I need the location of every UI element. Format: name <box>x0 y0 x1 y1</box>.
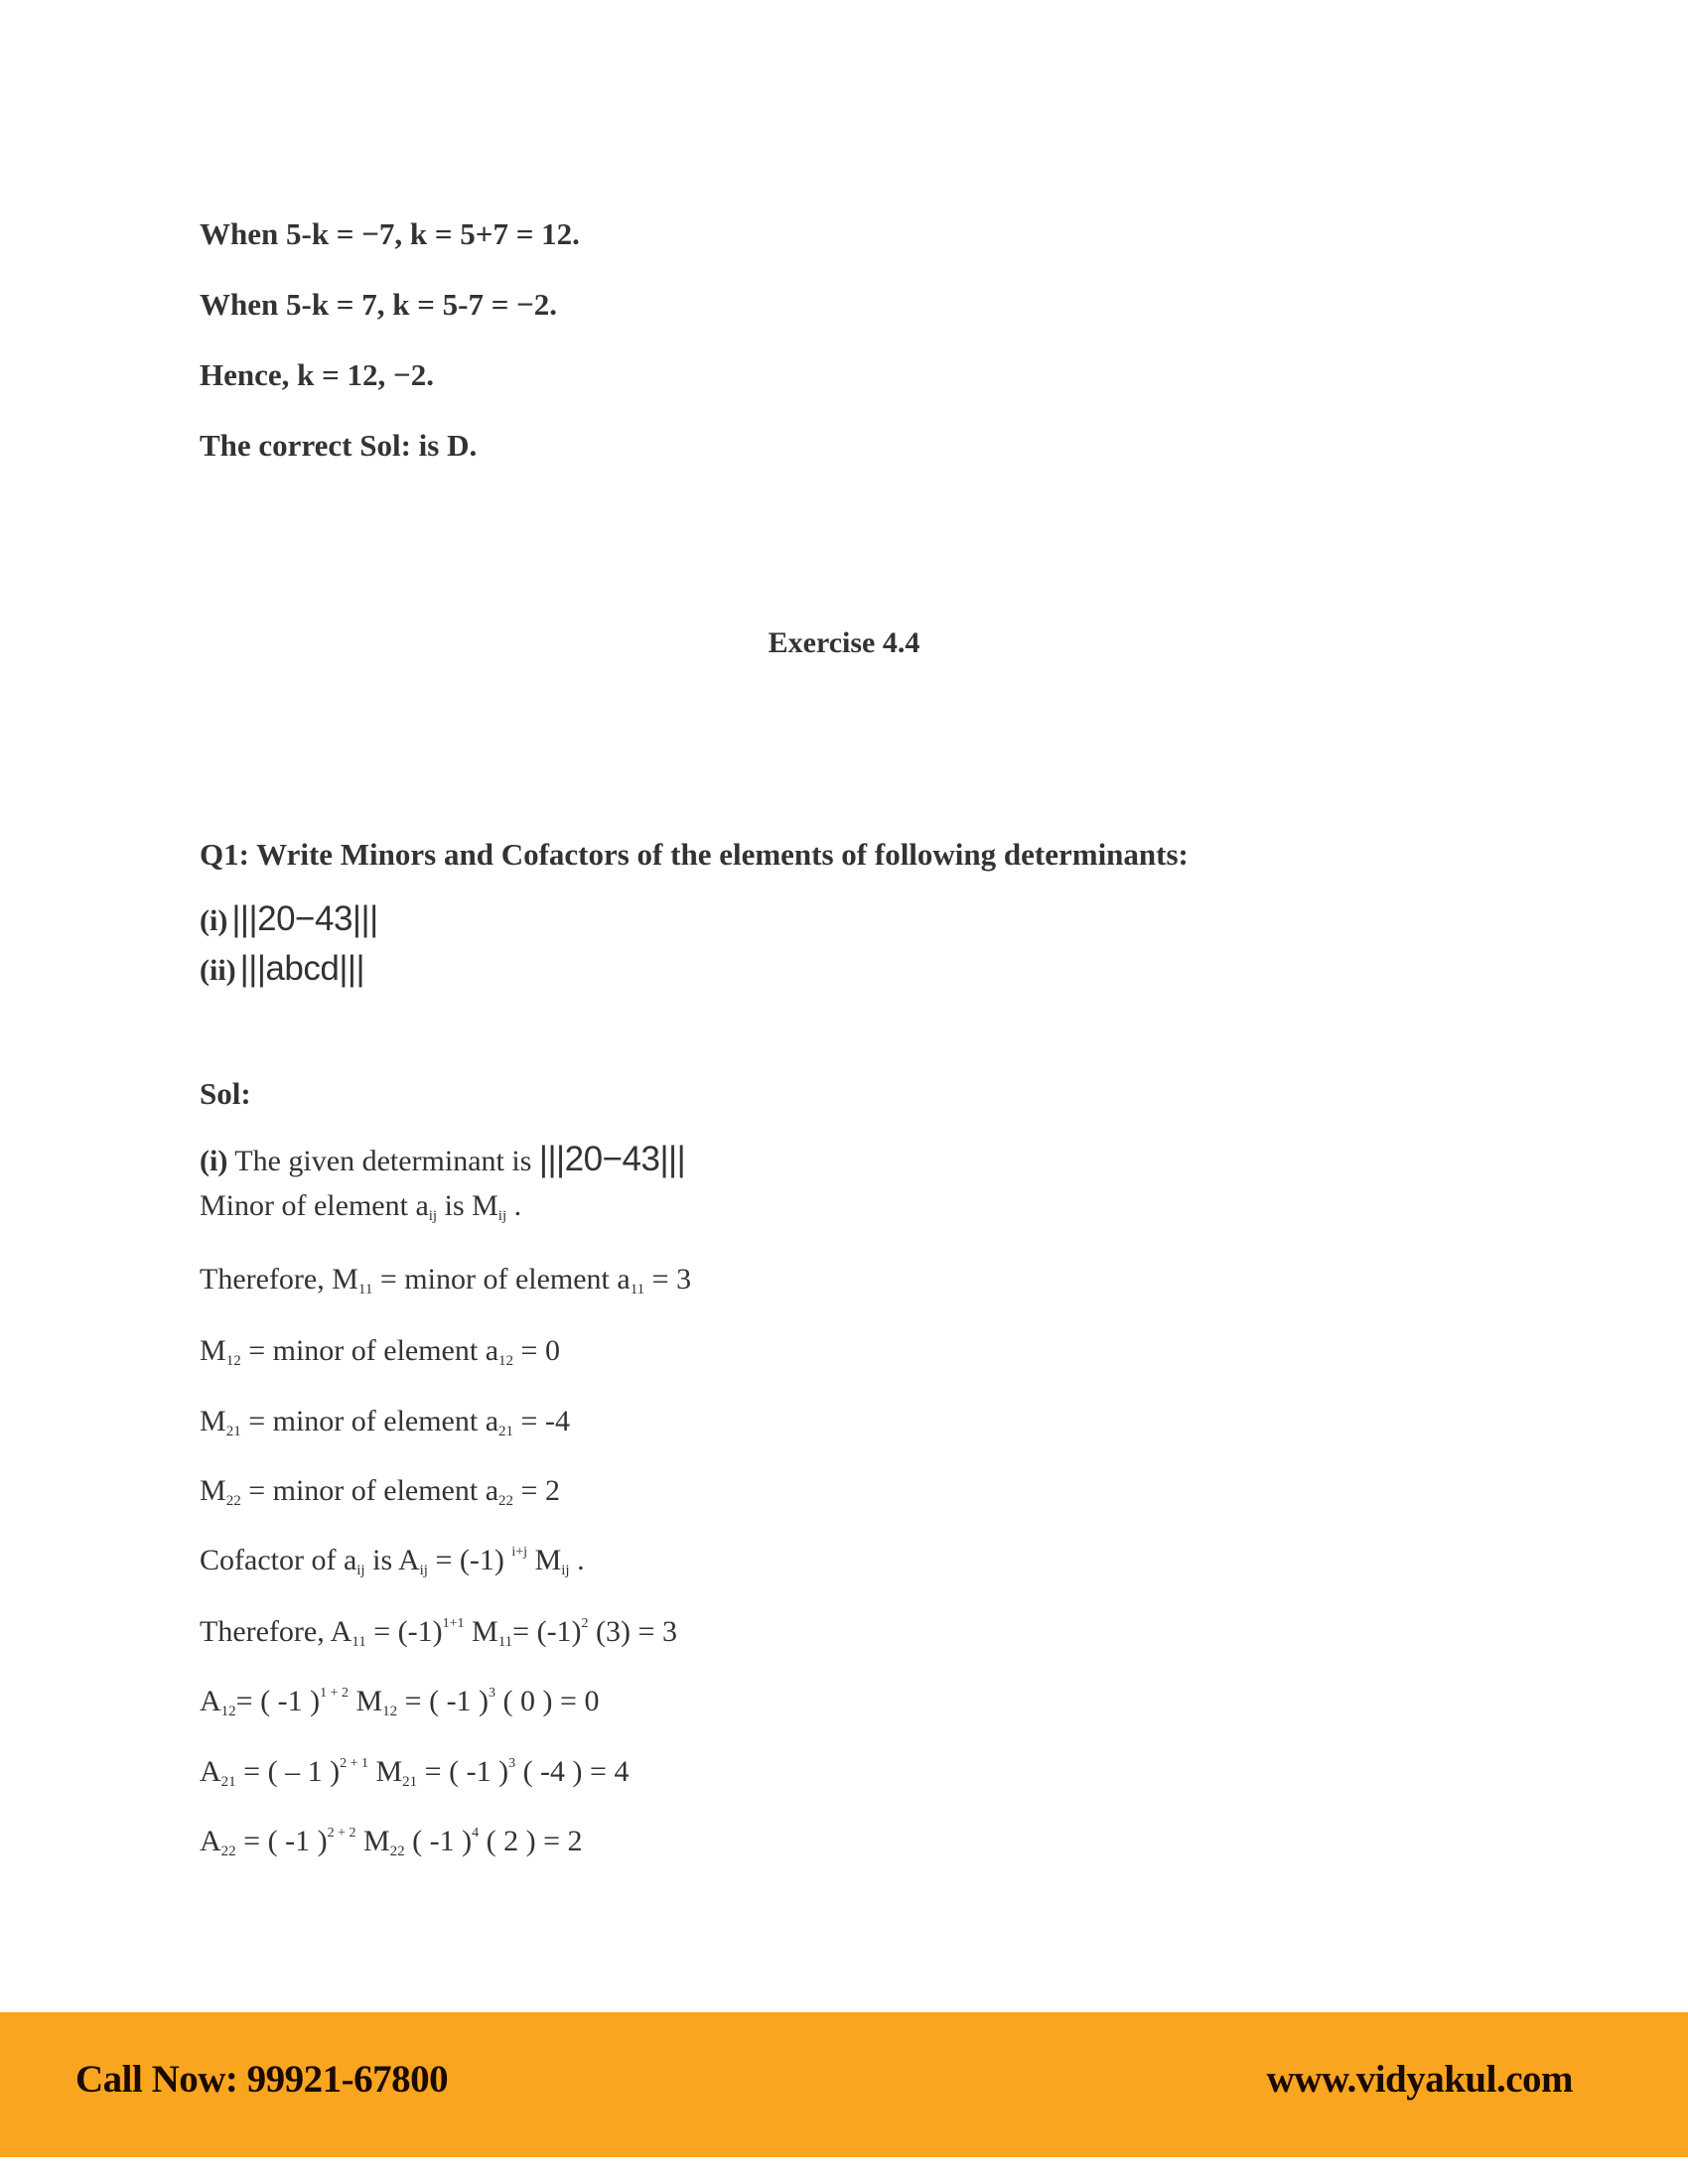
text-run: = ( -1 ) <box>235 1825 328 1857</box>
subscript: 22 <box>389 1843 405 1859</box>
question-text: Q1: Write Minors and Cofactors of the elements of following determinants: <box>200 837 1189 872</box>
subscript: 22 <box>498 1493 514 1509</box>
text-run: is M <box>437 1189 498 1222</box>
solution-line <box>200 1687 599 1719</box>
subscript: ij <box>356 1563 365 1578</box>
text-run: ( 0 ) = 0 <box>495 1685 600 1717</box>
footer-banner <box>0 2012 1688 2157</box>
text-run: M <box>200 1405 226 1437</box>
text-run: = minor of element a <box>240 1474 499 1507</box>
determinant: |||abcd||| <box>239 949 365 988</box>
text-run: A <box>200 1825 221 1857</box>
text-run: = minor of element a <box>240 1405 499 1437</box>
text-run: = ( – 1 ) <box>235 1755 341 1788</box>
text-run: . <box>506 1189 522 1222</box>
text-run: (3) = 3 <box>588 1615 677 1648</box>
text-run: M <box>527 1544 562 1576</box>
text-run: = ( -1 ) <box>235 1685 321 1717</box>
section-title: Exercise 4.4 <box>768 626 920 659</box>
solution-line <box>200 1546 585 1578</box>
intro-line: When 5-k = 7, k = 5-7 = −2. <box>200 287 558 322</box>
solution-line <box>200 1757 629 1790</box>
text-run: M <box>200 1474 226 1507</box>
text-run: = minor of element a <box>240 1334 499 1367</box>
solution-line <box>200 1476 560 1509</box>
subscript: 11 <box>497 1634 513 1650</box>
solution-line <box>200 1191 521 1224</box>
call-now-text: Call Now: 99921-67800 <box>75 2058 449 2101</box>
subscript: 21 <box>220 1774 236 1790</box>
subscript: 12 <box>225 1353 241 1369</box>
text-run: = ( -1 ) <box>417 1755 509 1788</box>
subscript: 11 <box>357 1282 373 1297</box>
text-run: Cofactor of a <box>200 1544 357 1576</box>
subscript: ij <box>428 1208 438 1224</box>
superscript: 1 + 2 <box>320 1686 349 1701</box>
solution-line <box>200 1617 677 1650</box>
solution-line <box>200 1827 583 1859</box>
subscript: 22 <box>220 1843 236 1859</box>
text-run: A <box>200 1685 221 1717</box>
text-run: = 0 <box>513 1334 560 1367</box>
solution-line <box>200 1142 685 1176</box>
text-run: . <box>569 1544 585 1576</box>
text-run: ( 2 ) = 2 <box>479 1825 583 1857</box>
subscript: ij <box>419 1563 428 1578</box>
solution-line <box>200 1407 570 1439</box>
text-run: ( -1 ) <box>404 1825 473 1857</box>
website-link[interactable]: www.vidyakul.com <box>1266 2058 1573 2101</box>
text-run: = 2 <box>513 1474 560 1507</box>
solution-heading: Sol: <box>200 1076 251 1111</box>
text-run: M <box>355 1825 390 1857</box>
bold-label: (i) <box>200 1145 228 1177</box>
text-run: ( -4 ) = 4 <box>515 1755 630 1788</box>
text-run: = ( -1 ) <box>397 1685 490 1717</box>
text-run: M <box>348 1685 383 1717</box>
superscript: 2 + 2 <box>327 1826 356 1841</box>
intro-line: The correct Sol: is D. <box>200 428 478 463</box>
subscript: ij <box>561 1563 570 1578</box>
subscript: 12 <box>220 1704 236 1719</box>
superscript: i+j <box>511 1545 528 1560</box>
determinant: |||20−43||| <box>538 1140 686 1178</box>
solution-line <box>200 1265 691 1297</box>
intro-line: When 5-k = −7, k = 5+7 = 12. <box>200 216 580 251</box>
subscript: ij <box>497 1208 507 1224</box>
text-run: = (-1) <box>427 1544 512 1576</box>
superscript: 1+1 <box>442 1616 465 1631</box>
text-run: Minor of element a <box>200 1189 429 1222</box>
subscript: 12 <box>382 1704 398 1719</box>
text-run: = 3 <box>644 1263 692 1296</box>
text-run: is A <box>364 1544 420 1576</box>
text-run: M <box>464 1615 498 1648</box>
superscript: 4 <box>472 1826 480 1841</box>
subscript: 21 <box>225 1424 241 1439</box>
determinant: |||20−43||| <box>231 899 378 938</box>
superscript: 2 <box>581 1616 589 1631</box>
text-run: Therefore, A <box>200 1615 352 1648</box>
subscript: 11 <box>630 1282 645 1297</box>
question-part <box>200 901 378 936</box>
subscript: 22 <box>225 1493 241 1509</box>
text-run: The given determinant is <box>227 1145 539 1177</box>
subscript: 11 <box>352 1634 366 1650</box>
subscript: 12 <box>498 1353 514 1369</box>
part-label: (i) <box>200 904 228 937</box>
subscript: 21 <box>498 1424 514 1439</box>
question-part <box>200 951 364 986</box>
superscript: 2 + 1 <box>340 1756 368 1771</box>
part-label: (ii) <box>200 954 236 987</box>
text-run: = minor of element a <box>372 1263 631 1296</box>
solution-line <box>200 1336 560 1369</box>
intro-line: Hence, k = 12, −2. <box>200 357 434 392</box>
text-run: M <box>367 1755 403 1788</box>
superscript: 3 <box>489 1686 496 1701</box>
subscript: 21 <box>402 1774 418 1790</box>
superscript: 3 <box>508 1756 516 1771</box>
text-run: = -4 <box>513 1405 570 1437</box>
text-run: = (-1) <box>365 1615 443 1648</box>
text-run: Therefore, M <box>200 1263 358 1296</box>
text-run: = (-1) <box>512 1615 582 1648</box>
text-run: M <box>200 1334 226 1367</box>
text-run: A <box>200 1755 221 1788</box>
